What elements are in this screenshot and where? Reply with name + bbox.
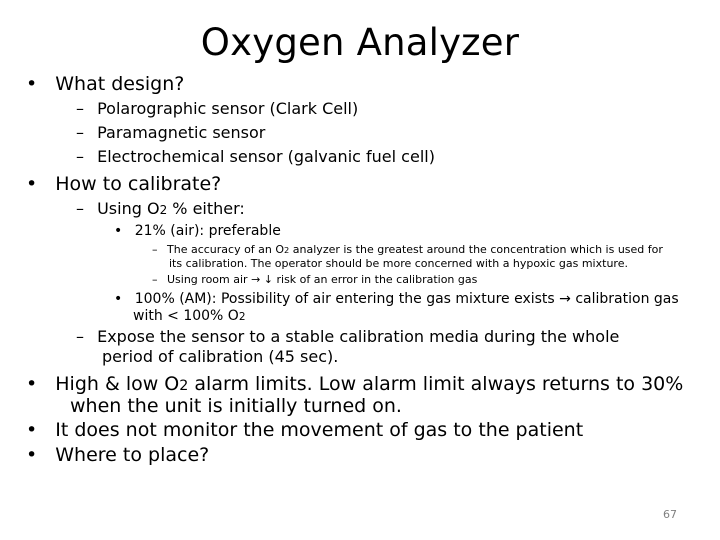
am-text: with < 100% O xyxy=(133,308,239,324)
design-item-polarographic xyxy=(76,98,358,120)
monitor-text: It does not monitor the movement of gas to the patient xyxy=(55,419,584,441)
expose-sensor xyxy=(76,326,619,348)
using-suffix: % either: xyxy=(167,199,245,218)
design-item-text: Polarographic sensor (Clark Cell) xyxy=(97,99,359,118)
dash: – xyxy=(76,99,84,118)
air-option xyxy=(114,222,281,240)
bullet-dot: • xyxy=(26,373,38,395)
expose-sensor-cont xyxy=(102,346,338,368)
alarm-limits-cont xyxy=(70,394,402,418)
subscript: 2 xyxy=(179,378,189,394)
what-design-text: What design? xyxy=(55,73,185,95)
alarm-text: High & low O xyxy=(55,373,180,395)
bullet-what-design xyxy=(26,72,184,96)
dash: – xyxy=(76,199,84,218)
am-text: 100% (AM): Possibility of air entering the gas mixture exists xyxy=(134,291,560,307)
dash: – xyxy=(76,327,84,346)
dash: – xyxy=(152,243,158,256)
bullet-where-to-place xyxy=(26,443,209,467)
bullet-dot: • xyxy=(26,73,38,95)
note-text: analyzer is the greatest around the concentration which is used for xyxy=(289,243,663,256)
bullet-dot: • xyxy=(114,223,123,239)
dash: – xyxy=(76,147,84,166)
alarm-text: when the unit is initially turned on. xyxy=(70,395,402,417)
design-item-text: Paramagnetic sensor xyxy=(97,123,266,142)
dash: – xyxy=(76,123,84,142)
am-option xyxy=(114,290,679,308)
alarm-text: alarm limits. Low alarm limit always returns to 30% xyxy=(188,373,684,395)
calibrate-text: How to calibrate? xyxy=(55,173,222,195)
page-number: 67 xyxy=(663,508,677,521)
place-text: Where to place? xyxy=(55,444,210,466)
subscript: 2 xyxy=(284,245,290,255)
using-text: Using O xyxy=(97,199,160,218)
subscript: 2 xyxy=(159,203,168,217)
design-item-electrochemical xyxy=(76,146,435,168)
dash: – xyxy=(152,273,158,286)
note-text: its calibration. The operator should be more concerned with a hypoxic gas mixture. xyxy=(169,257,628,270)
expose-text: Expose the sensor to a stable calibration media during the whole xyxy=(97,327,620,346)
note-text: Using room air xyxy=(167,273,252,286)
air-option-text: 21% (air): preferable xyxy=(134,223,281,239)
arrow-down-icon: ↓ xyxy=(263,273,273,286)
bullet-dot: • xyxy=(26,444,38,466)
using-o2 xyxy=(76,198,245,221)
air-note-2 xyxy=(152,272,477,287)
page-title: Oxygen Analyzer xyxy=(200,21,520,64)
air-note-1-cont xyxy=(169,256,628,271)
note-text: risk of an error in the calibration gas xyxy=(273,273,478,286)
bullet-dot: • xyxy=(26,419,38,441)
am-text: calibration gas xyxy=(570,291,679,307)
design-item-paramagnetic xyxy=(76,122,265,144)
note-text: The accuracy of an O xyxy=(167,243,285,256)
arrow-right-icon: → xyxy=(251,273,261,286)
am-option-cont xyxy=(133,307,246,326)
bullet-monitor xyxy=(26,418,583,442)
bullet-dot: • xyxy=(114,291,123,307)
bullet-dot: • xyxy=(26,173,38,195)
expose-text: period of calibration (45 sec). xyxy=(102,347,339,366)
arrow-right-icon: → xyxy=(559,291,571,307)
design-item-text: Electrochemical sensor (galvanic fuel cell) xyxy=(97,147,435,166)
subscript: 2 xyxy=(238,311,246,323)
bullet-how-to-calibrate xyxy=(26,172,221,196)
